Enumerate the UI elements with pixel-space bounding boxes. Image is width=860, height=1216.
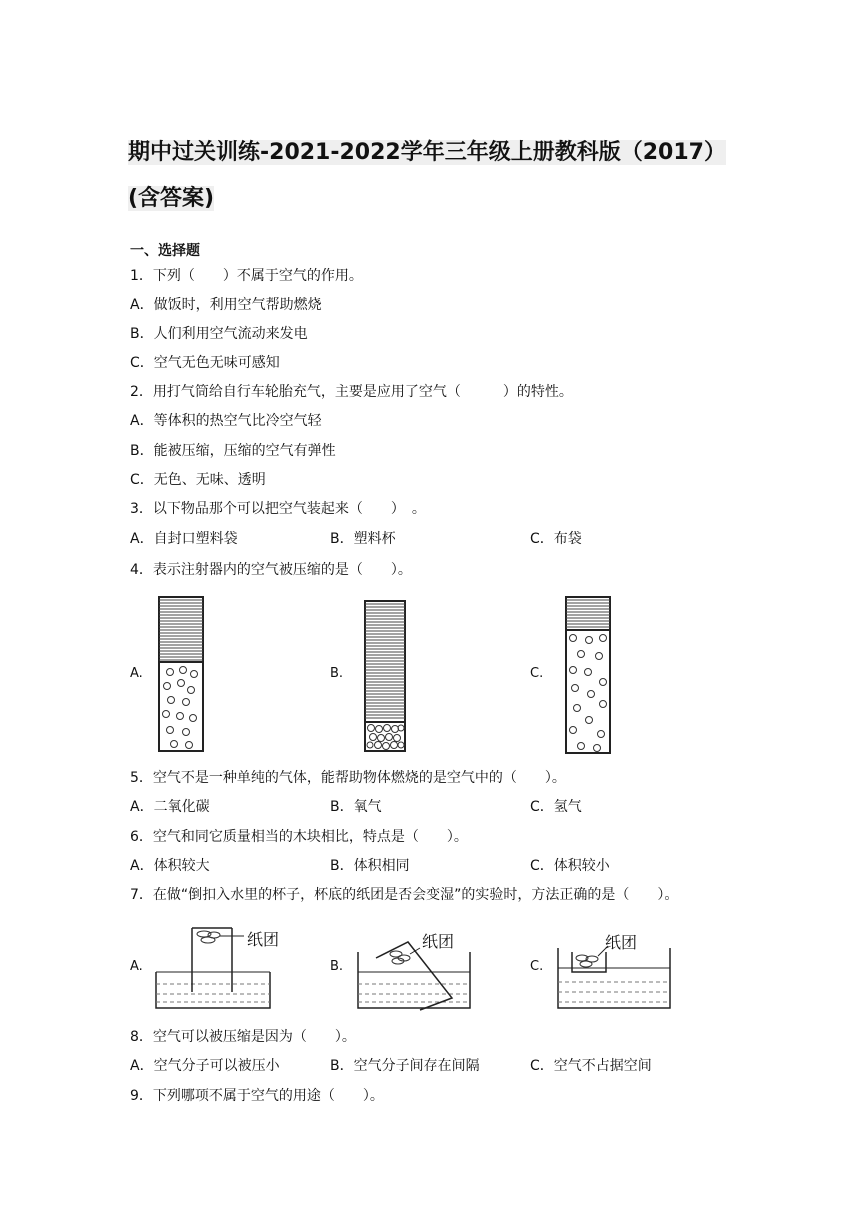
q6-option-b: B．体积相同: [330, 858, 410, 874]
paper-ball-label-c: 纸团: [605, 933, 638, 952]
question-5: 5．空气不是一种单纯的气体，能帮助物体燃烧的是空气中的（ ）。: [130, 770, 566, 786]
q7-label-c: C.: [530, 959, 544, 974]
question-9: 9．下列哪项不属于空气的用途（ ）。: [130, 1088, 384, 1104]
q2-option-c: C．无色、无味、透明: [130, 472, 266, 488]
q8-option-c: C．空气不占据空间: [530, 1058, 652, 1074]
q4-label-c: C.: [530, 666, 544, 681]
q4-label-a: A.: [130, 666, 143, 681]
syringe-c-figure: [563, 594, 615, 758]
q2-option-b: B．能被压缩，压缩的空气有弹性: [130, 443, 336, 459]
q5-option-c: C．氢气: [530, 799, 582, 815]
q3-option-a: A．自封口塑料袋: [130, 531, 238, 547]
q3-option-b: B．塑料杯: [330, 531, 396, 547]
q5-option-b: B．氧气: [330, 799, 382, 815]
document-title: 期中过关训练-2021-2022学年三年级上册教科版（2017）(含答案): [128, 140, 726, 211]
paper-ball-label-b: 纸团: [422, 932, 455, 951]
cup-experiment-b-figure: [352, 926, 478, 1016]
q5-option-a: A．二氧化碳: [130, 799, 210, 815]
q7-label-b: B.: [330, 959, 344, 974]
question-1: 1．下列（ ）不属于空气的作用。: [130, 268, 363, 284]
q4-label-b: B.: [330, 666, 344, 681]
q1-option-b: B．人们利用空气流动来发电: [130, 326, 308, 342]
q3-option-c: C．布袋: [530, 531, 582, 547]
syringe-a-figure: [156, 594, 208, 756]
question-4: 4．表示注射器内的空气被压缩的是（ ）。: [130, 562, 412, 578]
q1-option-a: A．做饭时，利用空气帮助燃烧: [130, 297, 322, 313]
q8-option-a: A．空气分子可以被压小: [130, 1058, 280, 1074]
question-3: 3．以下物品那个可以把空气装起来（ ） 。: [130, 501, 426, 517]
paper-ball-label-a: 纸团: [247, 930, 280, 949]
q6-option-a: A．体积较大: [130, 858, 210, 874]
question-7: 7．在做“倒扣入水里的杯子，杯底的纸团是否会变湿”的实验时，方法正确的是（ ）。: [130, 887, 679, 903]
section-heading: 一、选择题: [130, 243, 200, 259]
question-6: 6．空气和同它质量相当的木块相比，特点是（ ）。: [130, 829, 468, 845]
question-8: 8．空气可以被压缩是因为（ ）。: [130, 1029, 356, 1045]
q2-option-a: A．等体积的热空气比冷空气轻: [130, 413, 322, 429]
q8-option-b: B．空气分子间存在间隔: [330, 1058, 480, 1074]
q1-option-c: C．空气无色无味可感知: [130, 355, 280, 371]
q6-option-c: C．体积较小: [530, 858, 610, 874]
question-2: 2．用打气筒给自行车轮胎充气，主要是应用了空气（ ）的特性。: [130, 384, 573, 400]
syringe-b-figure: [362, 598, 408, 756]
q7-label-a: A.: [130, 959, 143, 974]
